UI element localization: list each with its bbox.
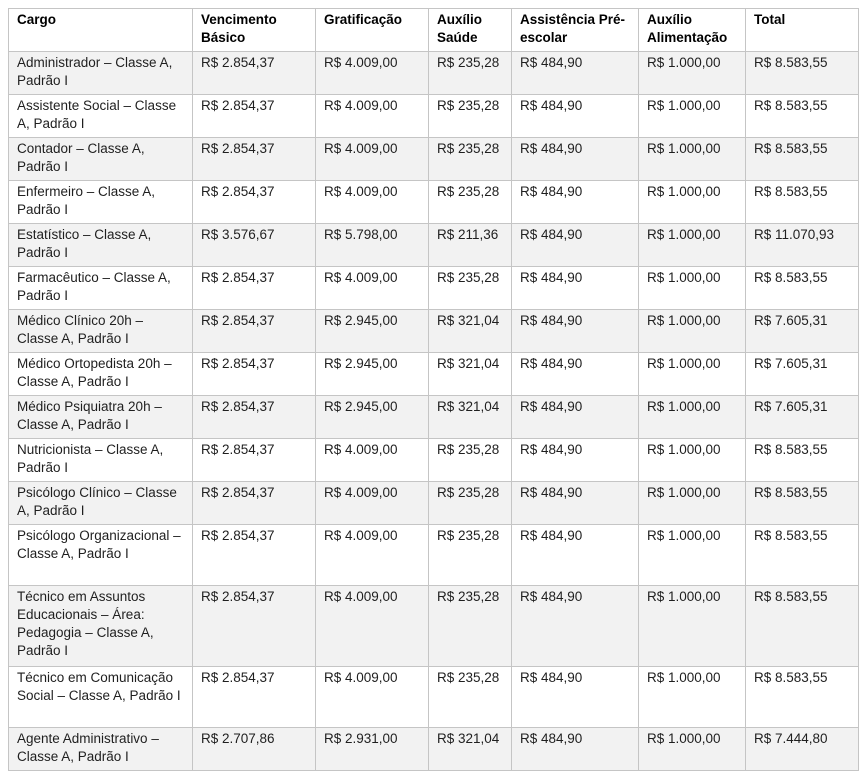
- salary-table: [8, 8, 859, 771]
- vencimento-basico-cell: R$ 2.854,37: [193, 353, 316, 396]
- cargo-cell: Agente Administrativo – Classe A, Padrão I: [9, 728, 193, 771]
- assistencia-pre-escolar-cell: R$ 484,90: [512, 52, 639, 95]
- table-row: [9, 52, 859, 95]
- auxilio-alimentacao-cell: R$ 1.000,00: [639, 396, 746, 439]
- cargo-cell: Médico Ortopedista 20h – Classe A, Padrão I: [9, 353, 193, 396]
- auxilio-saude-cell: R$ 235,28: [429, 181, 512, 224]
- vencimento-basico-cell: R$ 2.854,37: [193, 310, 316, 353]
- table-row: [9, 396, 859, 439]
- cargo-cell: Psicólogo Clínico – Classe A, Padrão I: [9, 482, 193, 525]
- vencimento-basico-cell: R$ 2.854,37: [193, 138, 316, 181]
- vencimento-basico-cell: R$ 2.854,37: [193, 482, 316, 525]
- auxilio-alimentacao-cell: R$ 1.000,00: [639, 439, 746, 482]
- auxilio-alimentacao-cell: R$ 1.000,00: [639, 353, 746, 396]
- auxilio-saude-cell: R$ 235,28: [429, 267, 512, 310]
- cargo-cell: Contador – Classe A, Padrão I: [9, 138, 193, 181]
- assistencia-pre-escolar-cell: R$ 484,90: [512, 586, 639, 667]
- assistencia-pre-escolar-cell: R$ 484,90: [512, 482, 639, 525]
- column-header-assistencia-pre-escolar: Assistência Pré-escolar: [512, 9, 639, 52]
- gratificacao-cell: R$ 4.009,00: [316, 52, 429, 95]
- total-cell: R$ 8.583,55: [746, 525, 859, 586]
- cargo-cell: Técnico em Assuntos Educacionais – Área: Pedagogia – Classe A, Padrão I: [9, 586, 193, 667]
- total-cell: R$ 7.605,31: [746, 310, 859, 353]
- auxilio-saude-cell: R$ 235,28: [429, 667, 512, 728]
- vencimento-basico-cell: R$ 2.854,37: [193, 396, 316, 439]
- vencimento-basico-cell: R$ 2.854,37: [193, 525, 316, 586]
- column-header-vencimento-basico: Vencimento Básico: [193, 9, 316, 52]
- table-row: [9, 482, 859, 525]
- table-row: [9, 267, 859, 310]
- assistencia-pre-escolar-cell: R$ 484,90: [512, 525, 639, 586]
- cargo-cell: Administrador – Classe A, Padrão I: [9, 52, 193, 95]
- total-cell: R$ 7.605,31: [746, 353, 859, 396]
- assistencia-pre-escolar-cell: R$ 484,90: [512, 138, 639, 181]
- column-header-gratificacao: Gratificação: [316, 9, 429, 52]
- table-row: [9, 138, 859, 181]
- table-row: [9, 525, 859, 586]
- vencimento-basico-cell: R$ 2.854,37: [193, 95, 316, 138]
- auxilio-alimentacao-cell: R$ 1.000,00: [639, 586, 746, 667]
- total-cell: R$ 8.583,55: [746, 138, 859, 181]
- gratificacao-cell: R$ 4.009,00: [316, 267, 429, 310]
- auxilio-saude-cell: R$ 235,28: [429, 95, 512, 138]
- cargo-cell: Médico Psiquiatra 20h – Classe A, Padrão I: [9, 396, 193, 439]
- assistencia-pre-escolar-cell: R$ 484,90: [512, 181, 639, 224]
- vencimento-basico-cell: R$ 2.854,37: [193, 267, 316, 310]
- auxilio-alimentacao-cell: R$ 1.000,00: [639, 52, 746, 95]
- cargo-cell: Enfermeiro – Classe A, Padrão I: [9, 181, 193, 224]
- table-row: [9, 353, 859, 396]
- column-header-auxilio-saude: Auxílio Saúde: [429, 9, 512, 52]
- auxilio-saude-cell: R$ 321,04: [429, 310, 512, 353]
- auxilio-saude-cell: R$ 321,04: [429, 396, 512, 439]
- table-header-row: [9, 9, 859, 52]
- cargo-cell: Nutricionista – Classe A, Padrão I: [9, 439, 193, 482]
- gratificacao-cell: R$ 5.798,00: [316, 224, 429, 267]
- auxilio-saude-cell: R$ 235,28: [429, 482, 512, 525]
- vencimento-basico-cell: R$ 2.854,37: [193, 439, 316, 482]
- vencimento-basico-cell: R$ 2.707,86: [193, 728, 316, 771]
- auxilio-saude-cell: R$ 235,28: [429, 138, 512, 181]
- auxilio-saude-cell: R$ 321,04: [429, 728, 512, 771]
- total-cell: R$ 8.583,55: [746, 586, 859, 667]
- auxilio-alimentacao-cell: R$ 1.000,00: [639, 525, 746, 586]
- gratificacao-cell: R$ 4.009,00: [316, 138, 429, 181]
- gratificacao-cell: R$ 4.009,00: [316, 95, 429, 138]
- column-header-cargo: Cargo: [9, 9, 193, 52]
- table-body: [9, 52, 859, 771]
- gratificacao-cell: R$ 4.009,00: [316, 439, 429, 482]
- auxilio-alimentacao-cell: R$ 1.000,00: [639, 138, 746, 181]
- table-row: [9, 728, 859, 771]
- auxilio-alimentacao-cell: R$ 1.000,00: [639, 667, 746, 728]
- cargo-cell: Assistente Social – Classe A, Padrão I: [9, 95, 193, 138]
- cargo-cell: Farmacêutico – Classe A, Padrão I: [9, 267, 193, 310]
- column-header-auxilio-alimentacao: Auxílio Alimentação: [639, 9, 746, 52]
- auxilio-saude-cell: R$ 235,28: [429, 439, 512, 482]
- assistencia-pre-escolar-cell: R$ 484,90: [512, 439, 639, 482]
- auxilio-alimentacao-cell: R$ 1.000,00: [639, 482, 746, 525]
- gratificacao-cell: R$ 4.009,00: [316, 525, 429, 586]
- assistencia-pre-escolar-cell: R$ 484,90: [512, 667, 639, 728]
- assistencia-pre-escolar-cell: R$ 484,90: [512, 95, 639, 138]
- gratificacao-cell: R$ 4.009,00: [316, 586, 429, 667]
- table-header: [9, 9, 859, 52]
- gratificacao-cell: R$ 2.945,00: [316, 310, 429, 353]
- cargo-cell: Médico Clínico 20h – Classe A, Padrão I: [9, 310, 193, 353]
- auxilio-saude-cell: R$ 211,36: [429, 224, 512, 267]
- auxilio-alimentacao-cell: R$ 1.000,00: [639, 95, 746, 138]
- table-row: [9, 310, 859, 353]
- total-cell: R$ 8.583,55: [746, 181, 859, 224]
- auxilio-alimentacao-cell: R$ 1.000,00: [639, 310, 746, 353]
- total-cell: R$ 8.583,55: [746, 95, 859, 138]
- gratificacao-cell: R$ 2.931,00: [316, 728, 429, 771]
- auxilio-alimentacao-cell: R$ 1.000,00: [639, 728, 746, 771]
- assistencia-pre-escolar-cell: R$ 484,90: [512, 267, 639, 310]
- cargo-cell: Psicólogo Organizacional – Classe A, Padrão I: [9, 525, 193, 586]
- gratificacao-cell: R$ 2.945,00: [316, 396, 429, 439]
- auxilio-saude-cell: R$ 321,04: [429, 353, 512, 396]
- total-cell: R$ 8.583,55: [746, 482, 859, 525]
- vencimento-basico-cell: R$ 2.854,37: [193, 52, 316, 95]
- vencimento-basico-cell: R$ 3.576,67: [193, 224, 316, 267]
- vencimento-basico-cell: R$ 2.854,37: [193, 586, 316, 667]
- vencimento-basico-cell: R$ 2.854,37: [193, 667, 316, 728]
- vencimento-basico-cell: R$ 2.854,37: [193, 181, 316, 224]
- total-cell: R$ 8.583,55: [746, 52, 859, 95]
- total-cell: R$ 11.070,93: [746, 224, 859, 267]
- total-cell: R$ 8.583,55: [746, 667, 859, 728]
- auxilio-alimentacao-cell: R$ 1.000,00: [639, 267, 746, 310]
- table-row: [9, 586, 859, 667]
- table-row: [9, 439, 859, 482]
- auxilio-alimentacao-cell: R$ 1.000,00: [639, 224, 746, 267]
- gratificacao-cell: R$ 4.009,00: [316, 667, 429, 728]
- column-header-total: Total: [746, 9, 859, 52]
- gratificacao-cell: R$ 4.009,00: [316, 181, 429, 224]
- gratificacao-cell: R$ 4.009,00: [316, 482, 429, 525]
- cargo-cell: Estatístico – Classe A, Padrão I: [9, 224, 193, 267]
- table-row: [9, 181, 859, 224]
- assistencia-pre-escolar-cell: R$ 484,90: [512, 310, 639, 353]
- auxilio-saude-cell: R$ 235,28: [429, 525, 512, 586]
- assistencia-pre-escolar-cell: R$ 484,90: [512, 728, 639, 771]
- auxilio-saude-cell: R$ 235,28: [429, 586, 512, 667]
- table-row: [9, 667, 859, 728]
- gratificacao-cell: R$ 2.945,00: [316, 353, 429, 396]
- assistencia-pre-escolar-cell: R$ 484,90: [512, 396, 639, 439]
- total-cell: R$ 7.444,80: [746, 728, 859, 771]
- assistencia-pre-escolar-cell: R$ 484,90: [512, 224, 639, 267]
- assistencia-pre-escolar-cell: R$ 484,90: [512, 353, 639, 396]
- cargo-cell: Técnico em Comunicação Social – Classe A, Padrão I: [9, 667, 193, 728]
- auxilio-alimentacao-cell: R$ 1.000,00: [639, 181, 746, 224]
- auxilio-saude-cell: R$ 235,28: [429, 52, 512, 95]
- table-row: [9, 95, 859, 138]
- total-cell: R$ 7.605,31: [746, 396, 859, 439]
- total-cell: R$ 8.583,55: [746, 267, 859, 310]
- table-row: [9, 224, 859, 267]
- total-cell: R$ 8.583,55: [746, 439, 859, 482]
